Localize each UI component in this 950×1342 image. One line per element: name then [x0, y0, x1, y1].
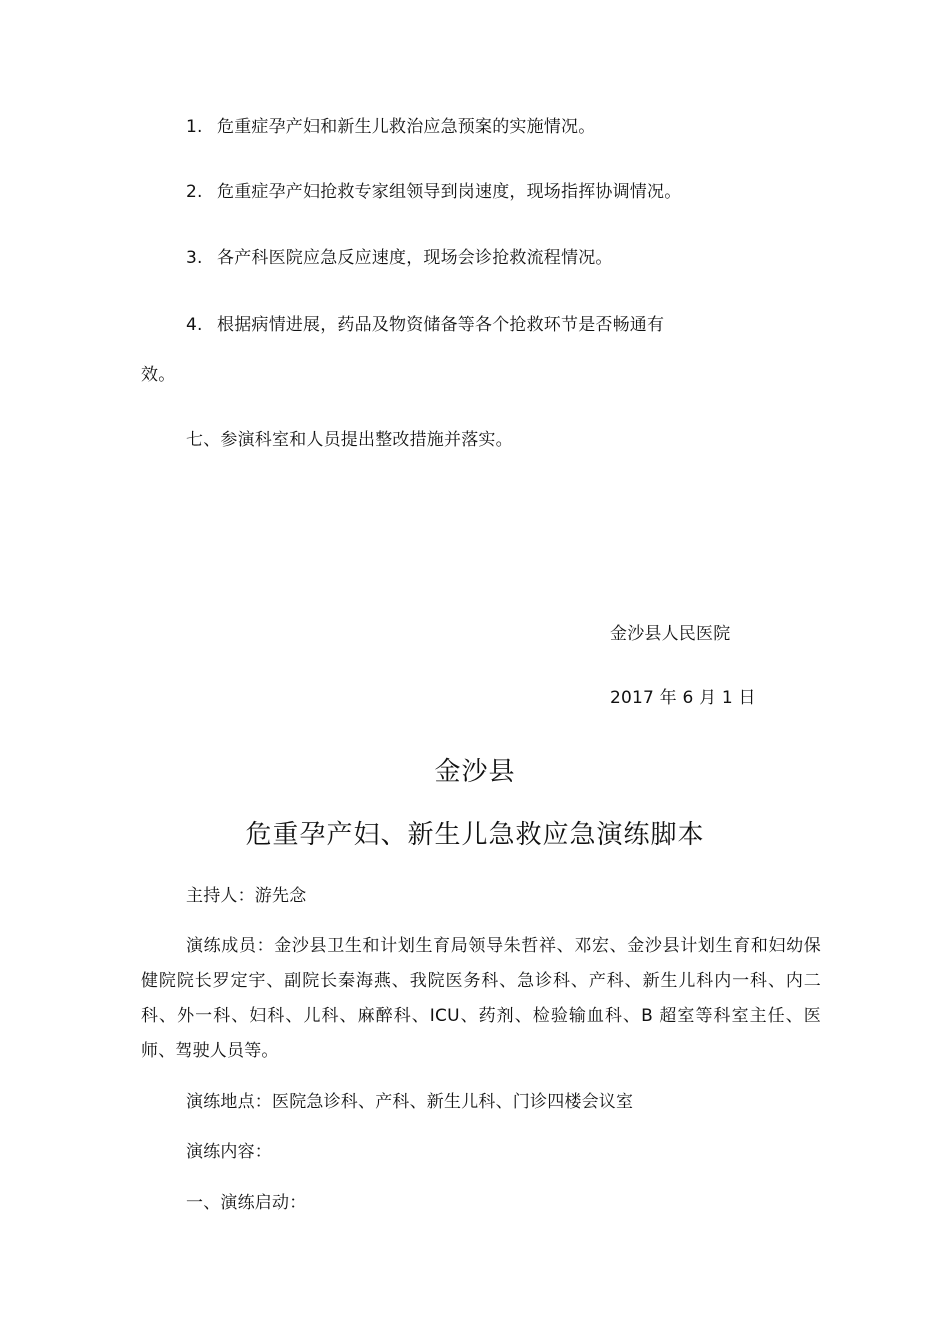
step-1-heading: 一、演练启动：: [186, 1193, 307, 1213]
content-label: 演练内容：: [186, 1142, 272, 1162]
checklist-item-2: [186, 180, 681, 204]
checklist-item-1: [186, 115, 595, 139]
checklist-item-4-continuation: 效。: [141, 365, 176, 385]
section-7-heading: 七、参演科室和人员提出整改措施并落实。: [186, 430, 513, 450]
checklist-text: 各产科医院应急反应速度，现场会诊抢救流程情况。: [217, 248, 613, 268]
checklist-number: 2.: [186, 182, 203, 202]
checklist-number: 4.: [186, 315, 203, 335]
checklist-text: 危重症孕产妇抢救专家组领导到岗速度，现场指挥协调情况。: [217, 182, 682, 202]
checklist-item-4: [186, 313, 664, 337]
signature-organization: 金沙县人民医院: [610, 624, 731, 644]
members-paragraph: 演练成员：金沙县卫生和计划生育局领导朱哲祥、邓宏、金沙县计划生育和妇幼保健院院长罗定宇、副院长秦海燕、我院医务科、急诊科、产科、新生儿科内一科、内二科、外一科、妇科、儿科、麻醉科、ICU、药剂、检验输血科、B 超室等科室主任、医师、驾驶人员等。: [141, 936, 821, 1061]
checklist-text: 危重症孕产妇和新生儿救治应急预案的实施情况。: [217, 117, 596, 137]
script-title-main: 危重孕产妇、新生儿急救应急演练脚本: [245, 820, 705, 850]
checklist-number: 1.: [186, 117, 203, 137]
signature-date: 2017 年 6 月 1 日: [610, 688, 756, 708]
checklist-item-3: [186, 246, 613, 270]
script-title-county: 金沙县: [434, 757, 516, 787]
checklist-text: 根据病情进展，药品及物资储备等各个抢救环节是否畅通有: [217, 315, 665, 335]
location-line: 演练地点：医院急诊科、产科、新生儿科、门诊四楼会议室: [186, 1092, 634, 1112]
host-line: 主持人：游先念: [186, 886, 307, 906]
checklist-number: 3.: [186, 248, 203, 268]
